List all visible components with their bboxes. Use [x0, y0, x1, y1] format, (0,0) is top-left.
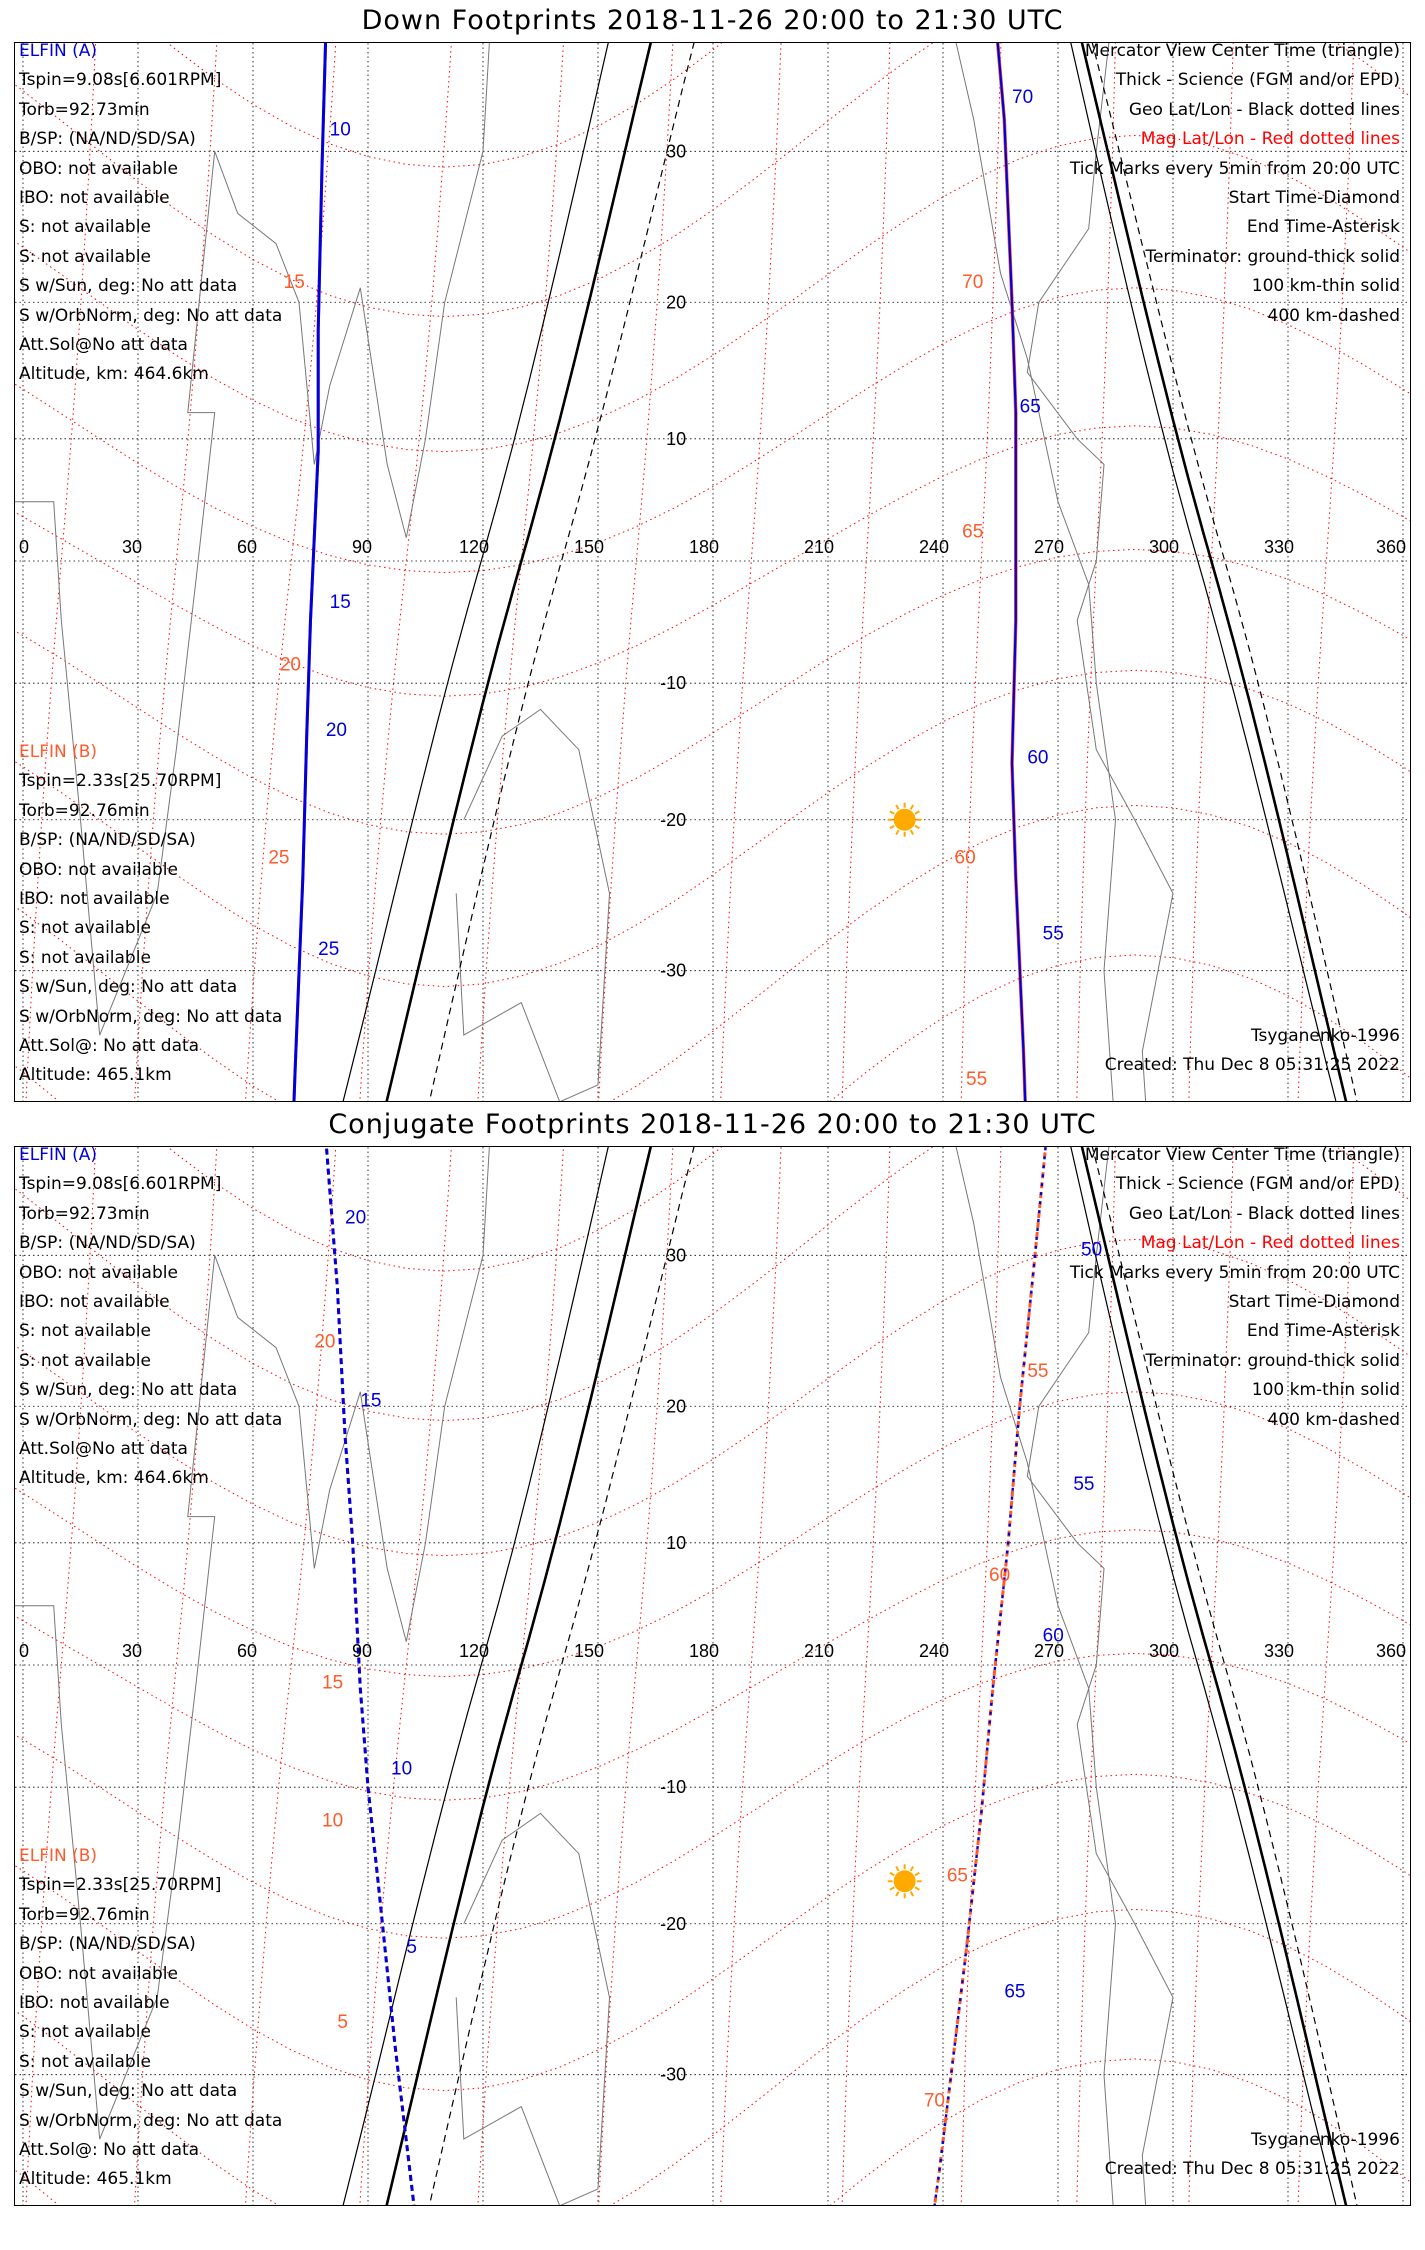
down-footprints-panel [14, 42, 1411, 1102]
lat-label: -30 [660, 960, 687, 981]
tick-label-a: 65 [1019, 396, 1041, 418]
lon-label: 360 [1376, 537, 1407, 557]
tick-label-a: 25 [318, 938, 340, 960]
tick-label-a: 60 [1042, 1625, 1064, 1647]
lon-label: 90 [352, 1641, 373, 1661]
lon-label: 210 [804, 537, 835, 557]
lon-label: 0 [19, 537, 30, 557]
legend-line: Terminator: ground-thick solid [1145, 246, 1400, 267]
tick-label-b: 15 [322, 1672, 344, 1694]
model-label: Tsyganenko-1996 [1250, 1026, 1400, 1046]
legend-line: Thick - Science (FGM and/or EPD) [1115, 1174, 1400, 1195]
lat-label: 30 [666, 141, 687, 162]
info-line: S w/Sun, deg: No att data [19, 1380, 238, 1401]
info-line: Att.Sol@No att data [19, 335, 188, 356]
info-line: Torb=92.73min [19, 1203, 150, 1224]
legend-line: Thick - Science (FGM and/or EPD) [1115, 70, 1400, 91]
tick-label-b: 60 [954, 847, 976, 869]
lon-label: 300 [1149, 1641, 1180, 1661]
elfin-a-info [19, 1146, 282, 1494]
legend [1070, 42, 1400, 331]
info-line: S w/Sun, deg: No att data [19, 276, 238, 297]
tick-label-b: 60 [989, 1564, 1011, 1586]
tick-label-b: 10 [322, 1810, 344, 1832]
info-line: Torb=92.76min [19, 800, 150, 821]
lon-label: 330 [1264, 537, 1295, 557]
elfin-b-info [19, 1842, 282, 2195]
info-line: S: not available [19, 1321, 151, 1342]
lon-label: 30 [122, 1641, 143, 1661]
legend-line: Mag Lat/Lon - Red dotted lines [1140, 129, 1400, 150]
created-label: Created: Thu Dec 8 05:31:25 2022 [1104, 2159, 1400, 2179]
legend-line: 400 km-dashed [1267, 305, 1400, 326]
info-line: B/SP: (NA/ND/SD/SA) [19, 830, 196, 851]
lon-label: 60 [237, 1641, 258, 1661]
lat-label: 20 [666, 1396, 687, 1417]
tick-label-b: 70 [923, 2090, 945, 2112]
tick-label-b: 65 [962, 521, 984, 543]
lon-label: 90 [352, 537, 373, 557]
elfin-a-info [19, 42, 282, 390]
lon-label: 0 [19, 1641, 30, 1661]
info-line: IBO: not available [19, 1993, 170, 2014]
lon-label: 270 [1034, 537, 1065, 557]
info-line: B/SP: (NA/ND/SD/SA) [19, 1934, 196, 1955]
legend-line: Start Time-Diamond [1228, 1292, 1400, 1313]
tick-label-b: 65 [946, 1865, 968, 1887]
info-line: B/SP: (NA/ND/SD/SA) [19, 129, 196, 150]
info-line: Att.Sol@: No att data [19, 2140, 200, 2161]
elfin-a-track-2 [958, 43, 1050, 1102]
info-line: Torb=92.76min [19, 1904, 150, 1925]
legend-line: Tick Marks every 5min from 20:00 UTC [1069, 158, 1400, 179]
info-line: IBO: not available [19, 1292, 170, 1313]
info-line: OBO: not available [19, 1262, 178, 1283]
info-line: Tspin=9.08s[6.601RPM] [19, 70, 222, 91]
down-title: Down Footprints 2018-11-26 20:00 to 21:30 UTC [361, 5, 1064, 36]
conjugate-footprints-panel [14, 1146, 1411, 2206]
lon-label: 120 [459, 1641, 490, 1661]
info-line: S w/Sun, deg: No att data [19, 2081, 238, 2102]
legend-line: 100 km-thin solid [1251, 1380, 1400, 1401]
info-line: Altitude: 465.1km [19, 2169, 172, 2190]
info-line: IBO: not available [19, 188, 170, 209]
legend-line: 100 km-thin solid [1251, 276, 1400, 297]
tick-label-b: 25 [268, 847, 290, 869]
lon-label: 180 [689, 1641, 720, 1661]
model-label: Tsyganenko-1996 [1250, 2130, 1400, 2150]
tick-label-a: 15 [329, 592, 351, 614]
tick-label-a: 15 [360, 1390, 382, 1412]
lon-label: 210 [804, 1641, 835, 1661]
lat-label: -20 [660, 809, 687, 830]
tick-label-a: 20 [345, 1207, 367, 1229]
legend-line: Mercator View Center Time (triangle) [1084, 42, 1400, 61]
lon-label: 150 [574, 1641, 605, 1661]
tick-label-b: 5 [337, 2011, 348, 2033]
info-line: Altitude, km: 464.6km [19, 1468, 209, 1489]
info-line: OBO: not available [19, 859, 178, 880]
legend-line: Terminator: ground-thick solid [1145, 1350, 1400, 1371]
info-line: S: not available [19, 918, 151, 939]
info-line: S w/OrbNorm, deg: No att data [19, 1409, 283, 1430]
satellite-name: ELFIN (B) [19, 742, 98, 762]
lat-label: 10 [666, 1532, 687, 1553]
tick-label-b: 15 [283, 271, 305, 293]
lon-label: 150 [574, 537, 605, 557]
tick-label-a: 10 [329, 119, 351, 141]
info-line: S w/OrbNorm, deg: No att data [19, 2110, 283, 2131]
lat-label: 20 [666, 292, 687, 313]
satellite-name: ELFIN (A) [19, 42, 98, 61]
tick-label-a: 50 [1081, 1239, 1103, 1261]
tick-label-b: 20 [314, 1331, 336, 1353]
tick-label-a: 55 [1073, 1473, 1095, 1495]
lon-label: 240 [919, 537, 950, 557]
lon-label: 120 [459, 537, 490, 557]
info-line: S: not available [19, 947, 151, 968]
legend-line: End Time-Asterisk [1246, 1321, 1400, 1342]
legend-line: End Time-Asterisk [1246, 217, 1400, 238]
satellite-name: ELFIN (B) [19, 1846, 98, 1866]
tick-label-a: 60 [1027, 747, 1049, 769]
tick-label-a: 5 [406, 1936, 417, 1958]
tick-label-b: 70 [962, 271, 984, 293]
tick-label-b: 55 [966, 1068, 988, 1090]
info-line: S: not available [19, 217, 151, 238]
legend-line: Geo Lat/Lon - Black dotted lines [1128, 99, 1400, 120]
lon-label: 300 [1149, 537, 1180, 557]
lat-label: -10 [660, 1777, 687, 1798]
lat-label: 10 [666, 428, 687, 449]
info-line: Tspin=2.33s[25.70RPM] [19, 1875, 222, 1896]
info-line: Torb=92.73min [19, 99, 150, 120]
legend-line: Tick Marks every 5min from 20:00 UTC [1069, 1262, 1400, 1283]
info-line: S: not available [19, 246, 151, 267]
lon-label: 30 [122, 537, 143, 557]
conjugate-title: Conjugate Footprints 2018-11-26 20:00 to 21:30 UTC [328, 1109, 1097, 1140]
elfin-b-info [19, 738, 282, 1091]
lat-label: -20 [660, 1913, 687, 1934]
legend-line: Geo Lat/Lon - Black dotted lines [1128, 1203, 1400, 1224]
lat-label: -10 [660, 673, 687, 694]
lat-label: -30 [660, 2064, 687, 2085]
legend-line: Start Time-Diamond [1228, 188, 1400, 209]
elfin-b-track-2 [958, 43, 1050, 1102]
created-label: Created: Thu Dec 8 05:31:25 2022 [1104, 1055, 1400, 1075]
info-line: Att.Sol@No att data [19, 1439, 188, 1460]
info-line: OBO: not available [19, 1963, 178, 1984]
tick-label-a: 65 [1004, 1981, 1026, 2003]
tick-label-a: 20 [325, 720, 347, 742]
info-line: S: not available [19, 2051, 151, 2072]
footprint-tracks [272, 43, 1050, 1102]
info-line: S: not available [19, 2022, 151, 2043]
tick-label-b: 55 [1027, 1361, 1049, 1383]
info-line: B/SP: (NA/ND/SD/SA) [19, 1233, 196, 1254]
lon-label: 330 [1264, 1641, 1295, 1661]
tick-label-b: 20 [279, 654, 301, 676]
lat-label: 30 [666, 1245, 687, 1266]
footprint-tracks [226, 1147, 1081, 2206]
info-line: S w/OrbNorm, deg: No att data [19, 305, 283, 326]
info-line: Altitude: 465.1km [19, 1065, 172, 1086]
tick-label-a: 55 [1042, 923, 1064, 945]
info-line: Tspin=9.08s[6.601RPM] [19, 1174, 222, 1195]
legend-line: 400 km-dashed [1267, 1409, 1400, 1430]
info-line: S: not available [19, 1350, 151, 1371]
lon-label: 60 [237, 537, 258, 557]
info-line: Tspin=2.33s[25.70RPM] [19, 771, 222, 792]
lon-label: 240 [919, 1641, 950, 1661]
lon-label: 180 [689, 537, 720, 557]
info-line: S w/OrbNorm, deg: No att data [19, 1006, 283, 1027]
tick-label-a: 70 [1012, 87, 1034, 109]
lon-label: 360 [1376, 1641, 1407, 1661]
sun-icon [888, 1864, 922, 1898]
lon-label: 270 [1034, 1641, 1065, 1661]
tick-label-a: 10 [391, 1758, 413, 1780]
legend [1070, 1146, 1400, 1435]
legend-line: Mag Lat/Lon - Red dotted lines [1140, 1233, 1400, 1254]
info-line: Altitude, km: 464.6km [19, 364, 209, 385]
info-line: S w/Sun, deg: No att data [19, 977, 238, 998]
satellite-name: ELFIN (A) [19, 1146, 98, 1165]
legend-line: Mercator View Center Time (triangle) [1084, 1146, 1400, 1165]
info-line: IBO: not available [19, 889, 170, 910]
info-line: OBO: not available [19, 158, 178, 179]
info-line: Att.Sol@: No att data [19, 1036, 200, 1057]
